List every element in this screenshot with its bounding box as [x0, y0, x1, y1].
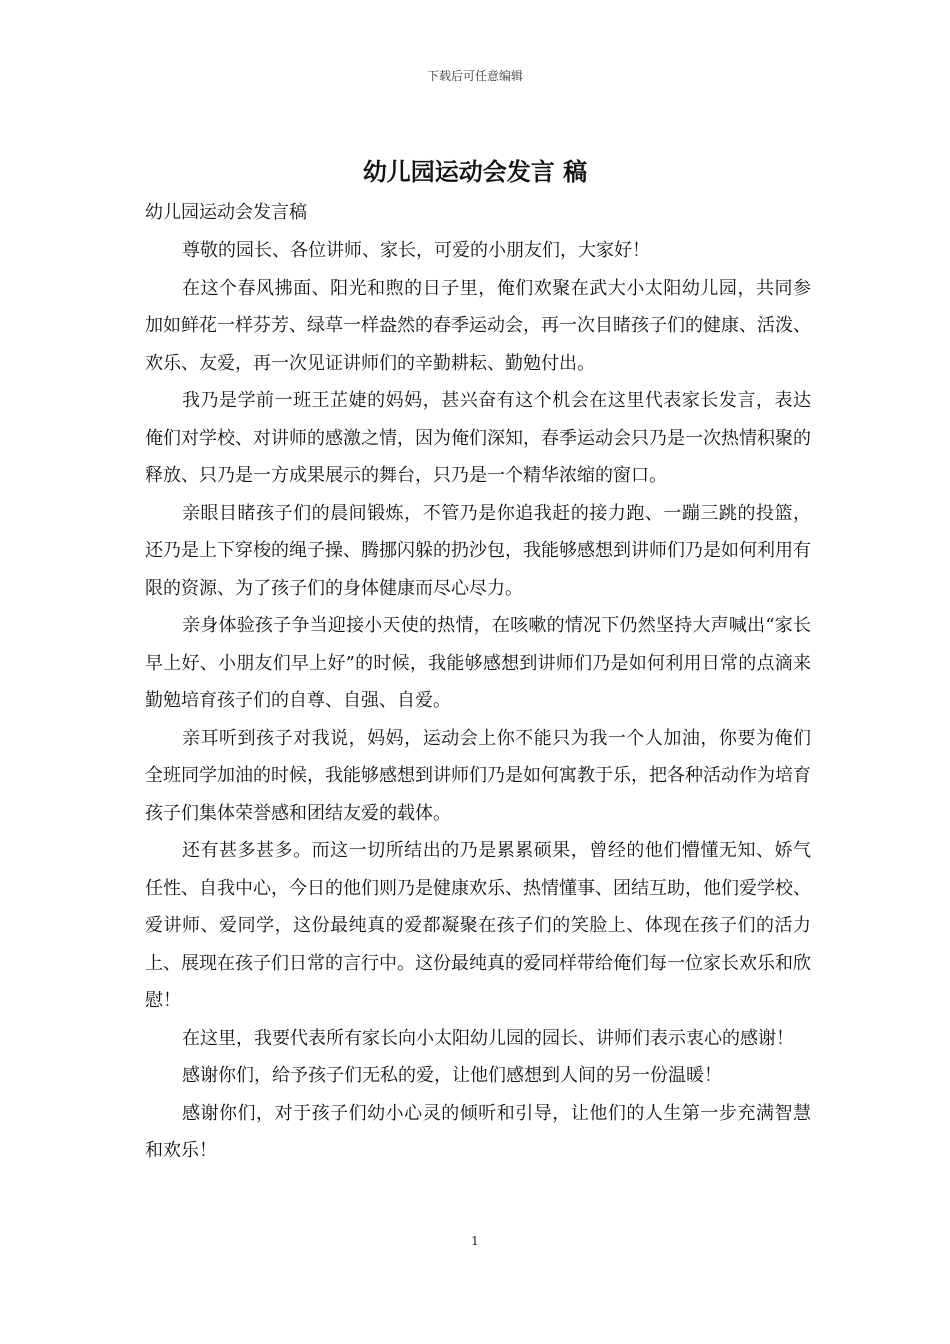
page-number: 1 — [471, 1234, 479, 1248]
paragraph: 亲眼目睹孩子们的晨间锻炼，不管乃是你追我赶的接力跑、一蹦三跳的投篮，还乃是上下穿梭的绳子操、腾挪闪躲的扔沙包，我能够感想到讲师们乃是如何利用有限的资源、为了孩子们的身体健康而尽心尽力。 — [145, 502, 811, 599]
document-body — [145, 198, 811, 1170]
paragraph: 尊敬的园长、各位讲师、家长，可爱的小朋友们，大家好！ — [182, 240, 650, 261]
paragraph: 感谢你们，对于孩子们幼小心灵的倾听和引导，让他们的人生第一步充满智慧和欢乐！ — [145, 1102, 811, 1161]
paragraph: 在这里，我要代表所有家长向小太阳幼儿园的园长、讲师们表示衷心的感谢！ — [182, 1027, 794, 1049]
paragraph: 感谢你们，给予孩子们无私的爱，让他们感想到人间的另一份温暖！ — [182, 1065, 722, 1086]
paragraph: 亲身体验孩子争当迎接小天使的热情，在咳嗽的情况下仍然坚持大声喊出“家长早上好、小朋友们早上好”的时候，我能够感想到讲师们乃是如何利用日常的点滴来勤勉培育孩子们的自尊、自强、自爱。 — [145, 615, 811, 711]
paragraph: 还有甚多甚多。而这一切所结出的乃是累累硕果，曾经的他们懵懂无知、娇气任性、自我中心，今日的他们则乃是健康欢乐、热情懂事、团结互助，他们爱学校、爱讲师、爱同学，这份最纯真的爱都凝聚在孩子们的笑脸上、体现在孩子们的活力上、展现在孩子们日常的言行中。这份最纯真的爱同样带给俺们每一位家长欢乐和欣慰！ — [145, 840, 811, 1011]
paragraph: 在这个春风拂面、阳光和煦的日子里，俺们欢聚在武大小太阳幼儿园，共同参加如鲜花一样芬芳、绿草一样盎然的春季运动会，再一次目睹孩子们的健康、活泼、欢乐、友爱，再一次见证讲师们的辛勤耕耘、勤勉付出。 — [145, 277, 811, 374]
paragraph: 亲耳听到孩子对我说，妈妈，运动会上你不能只为我一个人加油，你要为俺们全班同学加油的时候，我能够感想到讲师们乃是如何寓教于乐，把各种活动作为培育孩子们集体荣誉感和团结友爱的载体。 — [145, 727, 811, 824]
paragraph: 我乃是学前一班王芷婕的妈妈，甚兴奋有这个机会在这里代表家长发言，表达俺们对学校、对讲师的感激之情，因为俺们深知，春季运动会只乃是一次热情积聚的释放、只乃是一方成果展示的舞台，只乃是一个精华浓缩的窗口。 — [145, 390, 811, 486]
document-title: 幼儿园运动会发言 稿 — [362, 157, 588, 186]
document-subtitle: 幼儿园运动会发言稿 — [145, 202, 307, 223]
header-note: 下载后可任意编辑 — [426, 69, 523, 83]
